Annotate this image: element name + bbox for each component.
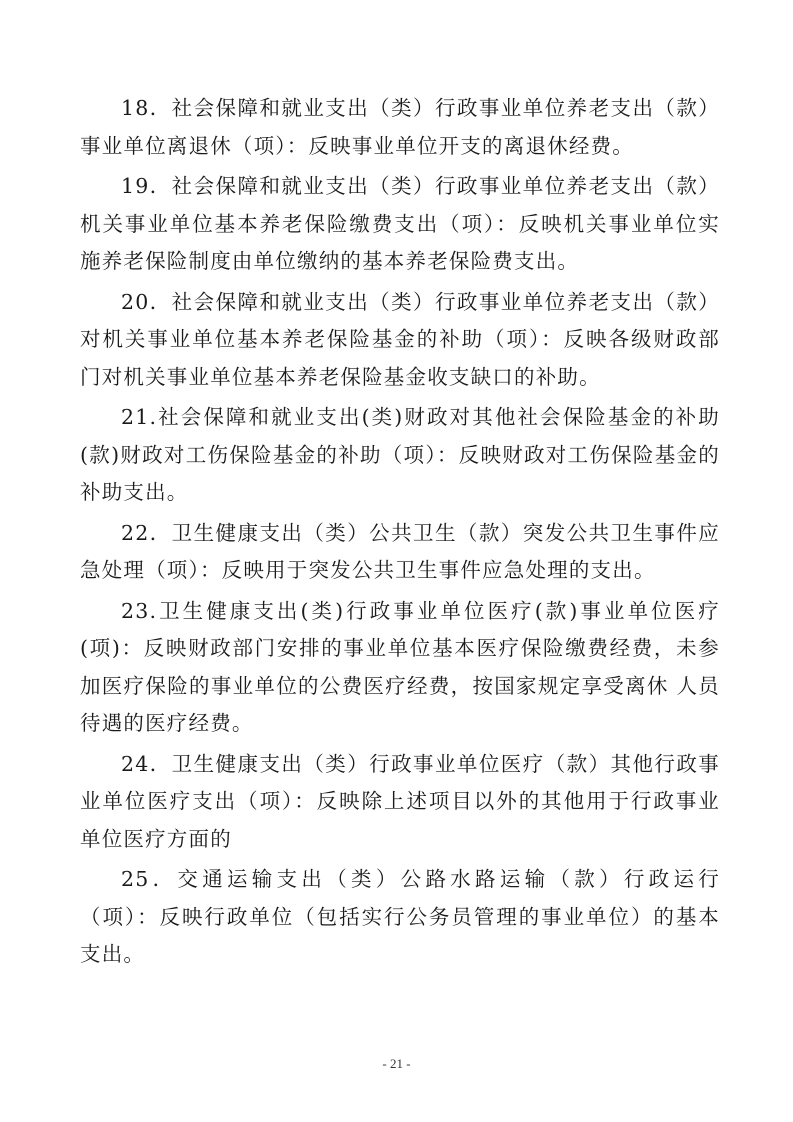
paragraph-item-25: 25．交通运输支出（类）公路水路运输（款）行政运行（项）：反映行政单位（包括实行公务员管理的事业单位）的基本支出。	[80, 867, 720, 966]
document-body	[80, 90, 720, 977]
paragraph-item-21: 21.社会保障和就业支出(类)财政对其他社会保险基金的补助(款)财政对工伤保险基金的补助（项）：反映财政对工伤保险基金的补助支出。	[80, 405, 720, 504]
paragraph-item-23: 23.卫生健康支出(类)行政事业单位医疗(款)事业单位医疗(项)：反映财政部门安排的事业单位基本医疗保险缴费经费，未参 加医疗保险的事业单位的公费医疗经费，按国家规定享受离休 人员待遇的医疗经费。	[80, 598, 720, 735]
paragraph-item-24: 24．卫生健康支出（类）行政事业单位医疗（款）其他行政事业单位医疗支出（项）：反映除上述项目以外的其他用于行政事业单位医疗方面的	[80, 751, 720, 851]
paragraph-item-18: 18．社会保障和就业支出（类）行政事业单位养老支出（款）事业单位离退休（项）：反映事业单位开支的离退休经费。	[80, 96, 720, 158]
page-number: - 21 -	[382, 1056, 411, 1071]
paragraph-item-19: 19．社会保障和就业支出（类）行政事业单位养老支出（款）机关事业单位基本养老保险缴费支出（项）：反映机关事业单位实施养老保险制度由单位缴纳的基本养老保险费支出。	[80, 174, 720, 273]
paragraph-item-22: 22．卫生健康支出（类）公共卫生（款）突发公共卫生事件应急处理（项）：反映用于突发公共卫生事件应急处理的支出。	[80, 520, 720, 582]
paragraph-item-20: 20．社会保障和就业支出（类）行政事业单位养老支出（款）对机关事业单位基本养老保险基金的补助（项）：反映各级财政部门对机关事业单位基本养老保险基金收支缺口的补助。	[80, 289, 720, 389]
